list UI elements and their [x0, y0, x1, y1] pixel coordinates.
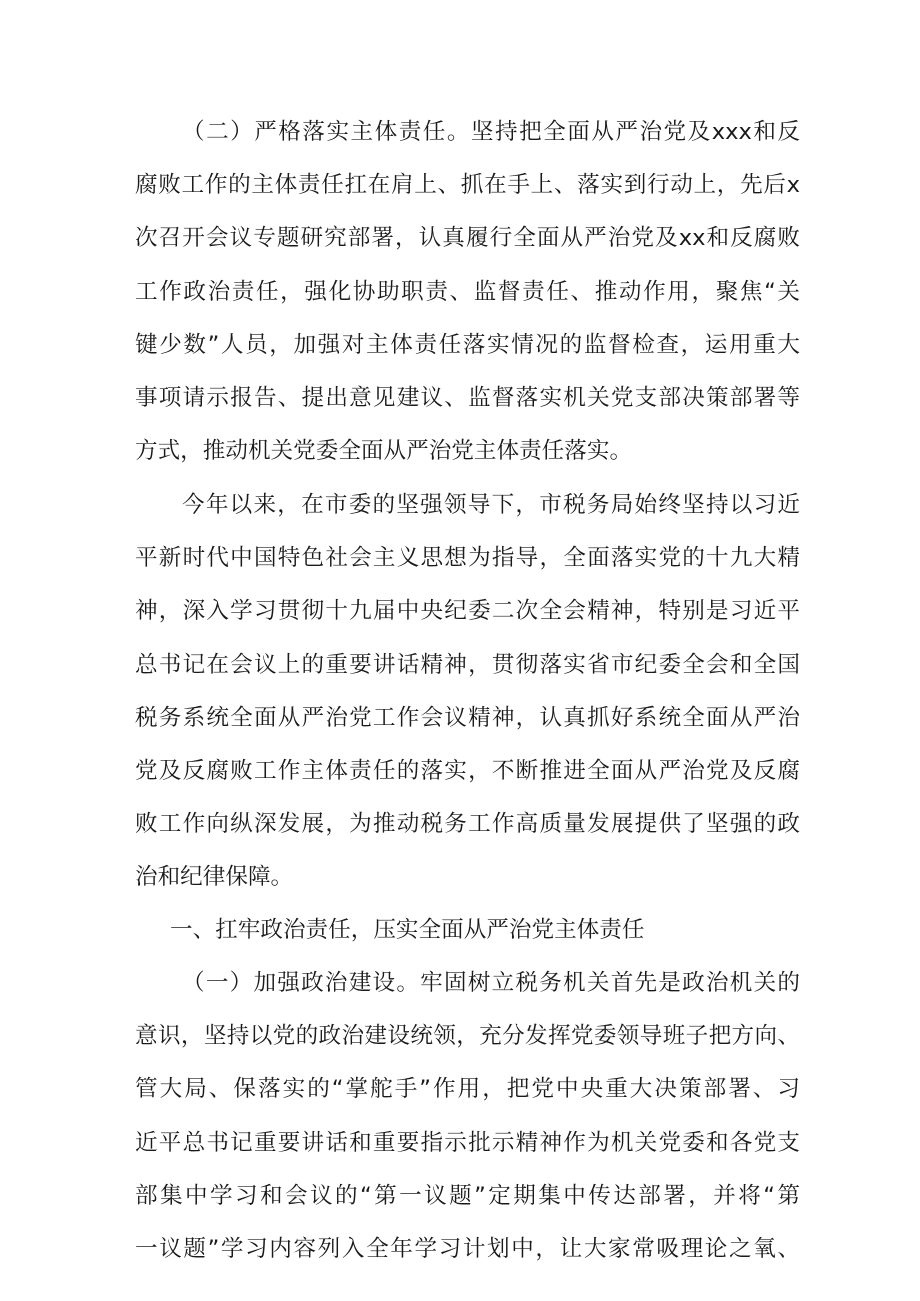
paragraph-line: 今年以来，在市委的坚强领导下，市税务局始终坚持以习近	[182, 492, 800, 518]
paragraph-line: 近平总书记重要讲话和重要指示批示精神作为机关党委和各党支	[135, 1129, 800, 1156]
paragraph-line: 总书记在会议上的重要讲话精神，贯彻落实省市纪委全会和全国	[135, 651, 800, 678]
paragraph-line: 键少数”人员，加强对主体责任落实情况的监督检查，运用重大	[135, 331, 800, 358]
paragraph-line: 事项请示报告、提出意见建议、监督落实机关党支部决策部署等	[135, 384, 800, 411]
paragraph-line: （一）加强政治建设。牢固树立税务机关首先是政治机关的	[182, 970, 800, 996]
paragraph-line: 平新时代中国特色社会主义思想为指导，全面落实党的十九大精	[135, 545, 800, 572]
paragraph-line: 治和纪律保障。	[135, 864, 294, 891]
paragraph-line: （二）严格落实主体责任。坚持把全面从严治党及xxx和反	[182, 119, 800, 145]
paragraph-line: 神，深入学习贯彻十九届中央纪委二次全会精神，特别是习近平	[135, 598, 800, 625]
paragraph-line: 税务系统全面从严治党工作会议精神，认真抓好系统全面从严治	[135, 704, 800, 731]
paragraph-political-construction	[135, 957, 800, 1276]
paragraph-intro	[135, 479, 800, 905]
paragraph-strict-responsibility	[135, 106, 800, 478]
section-heading-1	[135, 904, 800, 957]
paragraph-line: 败工作向纵深发展，为推动税务工作高质量发展提供了坚强的政	[135, 811, 800, 838]
paragraph-line: 工作政治责任，强化协助职责、监督责任、推动作用，聚焦“关	[135, 278, 800, 305]
paragraph-line: 方式，推动机关党委全面从严治党主体责任落实。	[135, 438, 633, 465]
paragraph-line: 意识，坚持以党的政治建设统领，充分发挥党委领导班子把方向、	[135, 1023, 800, 1050]
paragraph-line: 党及反腐败工作主体责任的落实，不断推进全面从严治党及反腐	[135, 757, 800, 784]
section-heading-text: 一、扛牢政治责任，压实全面从严治党主体责任	[170, 917, 645, 943]
paragraph-line: 一议题”学习内容列入全年学习计划中，让大家常吸理论之氧、	[135, 1235, 800, 1262]
paragraph-line: 管大局、保落实的“掌舵手”作用，把党中央重大决策部署、习	[135, 1076, 800, 1103]
paragraph-line: 次召开会议专题研究部署，认真履行全面从严治党及xx和反腐败	[135, 225, 800, 252]
paragraph-line: 腐败工作的主体责任扛在肩上、抓在手上、落实到行动上，先后x	[135, 172, 800, 199]
paragraph-line: 部集中学习和会议的“第一议题”定期集中传达部署，并将“第	[135, 1182, 800, 1209]
